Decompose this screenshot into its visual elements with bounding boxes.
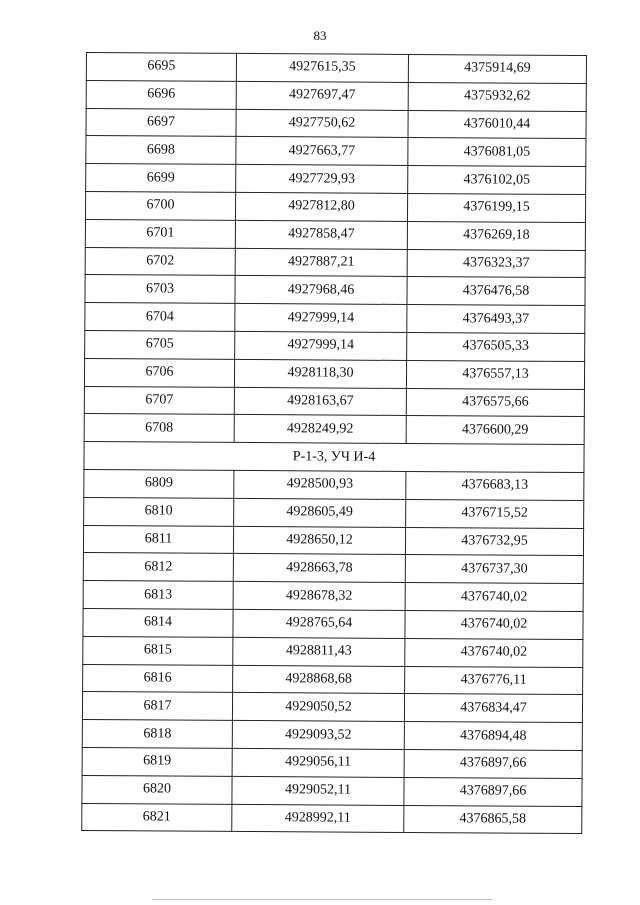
table-row [84,497,584,528]
point-number-cell: 6809 [84,469,234,498]
y-coordinate-cell: 4376476,58 [407,277,585,306]
x-coordinate-cell: 4927999,14 [235,304,407,333]
table-row [86,164,586,195]
x-coordinate-cell: 4929052,11 [232,776,404,805]
y-coordinate-cell: 4376557,13 [406,360,584,389]
point-number-cell: 6695 [86,53,236,82]
x-coordinate-cell: 4927729,93 [236,165,408,194]
point-number-cell: 6818 [82,720,232,749]
point-number-cell: 6815 [83,636,233,665]
point-number-cell: 6707 [84,386,234,415]
table-row [83,608,583,639]
point-number-cell: 6704 [85,303,235,332]
x-coordinate-cell: 4928678,32 [233,582,405,611]
x-coordinate-cell: 4928249,92 [234,415,406,444]
point-number-cell: 6812 [83,553,233,582]
table-row [85,191,585,222]
point-number-cell: 6814 [83,608,233,637]
point-number-cell: 6697 [86,108,236,137]
x-coordinate-cell: 4929093,52 [232,721,404,750]
point-number-cell: 6700 [85,191,235,220]
y-coordinate-cell: 4376894,48 [404,722,582,751]
x-coordinate-cell: 4927697,47 [236,81,408,110]
point-number-cell: 6702 [85,247,235,276]
table-row [84,386,584,417]
point-number-cell: 6813 [83,581,233,610]
table-row [86,108,586,139]
table-row [84,469,584,500]
table-row [84,414,584,445]
point-number-cell: 6708 [84,414,234,443]
x-coordinate-cell: 4929056,11 [232,748,404,777]
x-coordinate-cell: 4927968,46 [235,276,407,305]
x-coordinate-cell: 4927887,21 [235,248,407,277]
y-coordinate-cell: 4376010,44 [408,110,586,139]
y-coordinate-cell: 4376776,11 [405,666,583,695]
table-row [82,775,582,806]
section-title: Р-1-3, УЧ И-4 [84,442,584,473]
page-number: 83 [313,28,327,43]
x-coordinate-cell: 4927812,80 [235,192,407,221]
table-row [85,303,585,334]
y-coordinate-cell: 4376199,15 [407,193,585,222]
section-row [84,442,584,473]
x-coordinate-cell: 4927615,35 [236,53,408,82]
y-coordinate-cell: 4376740,02 [405,610,583,639]
x-coordinate-cell: 4927999,14 [235,331,407,360]
x-coordinate-cell: 4927858,47 [235,220,407,249]
x-coordinate-cell: 4928118,30 [234,359,406,388]
y-coordinate-cell: 4376897,66 [404,777,582,806]
table-row [82,747,582,778]
x-coordinate-cell: 4928663,78 [233,554,405,583]
y-coordinate-cell: 4376323,37 [407,249,585,278]
table-row [83,525,583,556]
table-row [83,553,583,584]
point-number-cell: 6703 [85,275,235,304]
y-coordinate-cell: 4376737,30 [405,555,583,584]
point-number-cell: 6699 [86,164,236,193]
point-number-cell: 6698 [86,136,236,165]
point-number-cell: 6819 [82,747,232,776]
y-coordinate-cell: 4376897,66 [404,749,582,778]
x-coordinate-cell: 4928650,12 [233,526,405,555]
table-row [83,636,583,667]
table-row [86,80,586,111]
table-row [85,247,585,278]
x-coordinate-cell: 4928868,68 [233,665,405,694]
y-coordinate-cell: 4376740,02 [405,583,583,612]
x-coordinate-cell: 4928992,11 [232,804,404,833]
y-coordinate-cell: 4376600,29 [406,416,584,445]
y-coordinate-cell: 4376493,37 [407,305,585,334]
coordinates-table [81,52,587,834]
point-number-cell: 6810 [84,497,234,526]
y-coordinate-cell: 4375914,69 [408,54,586,83]
y-coordinate-cell: 4376102,05 [408,166,586,195]
x-coordinate-cell: 4927750,62 [236,109,408,138]
y-coordinate-cell: 4376505,33 [407,332,585,361]
y-coordinate-cell: 4376834,47 [404,694,582,723]
point-number-cell: 6706 [84,358,234,387]
point-number-cell: 6705 [85,330,235,359]
x-coordinate-cell: 4928500,93 [234,470,406,499]
coordinates-table-body [82,53,587,834]
page-bottom-edge [152,899,492,900]
table-row [82,803,582,834]
point-number-cell: 6696 [86,80,236,109]
point-number-cell: 6821 [82,803,232,832]
table-row [82,692,582,723]
y-coordinate-cell: 4375932,62 [408,82,586,111]
x-coordinate-cell: 4927663,77 [236,137,408,166]
x-coordinate-cell: 4928163,67 [234,387,406,416]
y-coordinate-cell: 4376081,05 [408,138,586,167]
table-row [85,275,585,306]
y-coordinate-cell: 4376865,58 [404,805,582,834]
table-row [85,219,585,250]
table-row [84,358,584,389]
y-coordinate-cell: 4376715,52 [406,499,584,528]
table-row [83,664,583,695]
point-number-cell: 6701 [85,219,235,248]
point-number-cell: 6816 [83,664,233,693]
point-number-cell: 6820 [82,775,232,804]
y-coordinate-cell: 4376683,13 [406,471,584,500]
table-row [82,720,582,751]
y-coordinate-cell: 4376269,18 [407,221,585,250]
y-coordinate-cell: 4376575,66 [406,388,584,417]
table-row [83,581,583,612]
point-number-cell: 6811 [83,525,233,554]
table-row [86,53,586,84]
point-number-cell: 6817 [82,692,232,721]
x-coordinate-cell: 4928811,43 [233,637,405,666]
x-coordinate-cell: 4928765,64 [233,609,405,638]
x-coordinate-cell: 4929050,52 [232,693,404,722]
table-row [86,136,586,167]
y-coordinate-cell: 4376740,02 [405,638,583,667]
x-coordinate-cell: 4928605,49 [234,498,406,527]
table-row [85,330,585,361]
y-coordinate-cell: 4376732,95 [405,527,583,556]
